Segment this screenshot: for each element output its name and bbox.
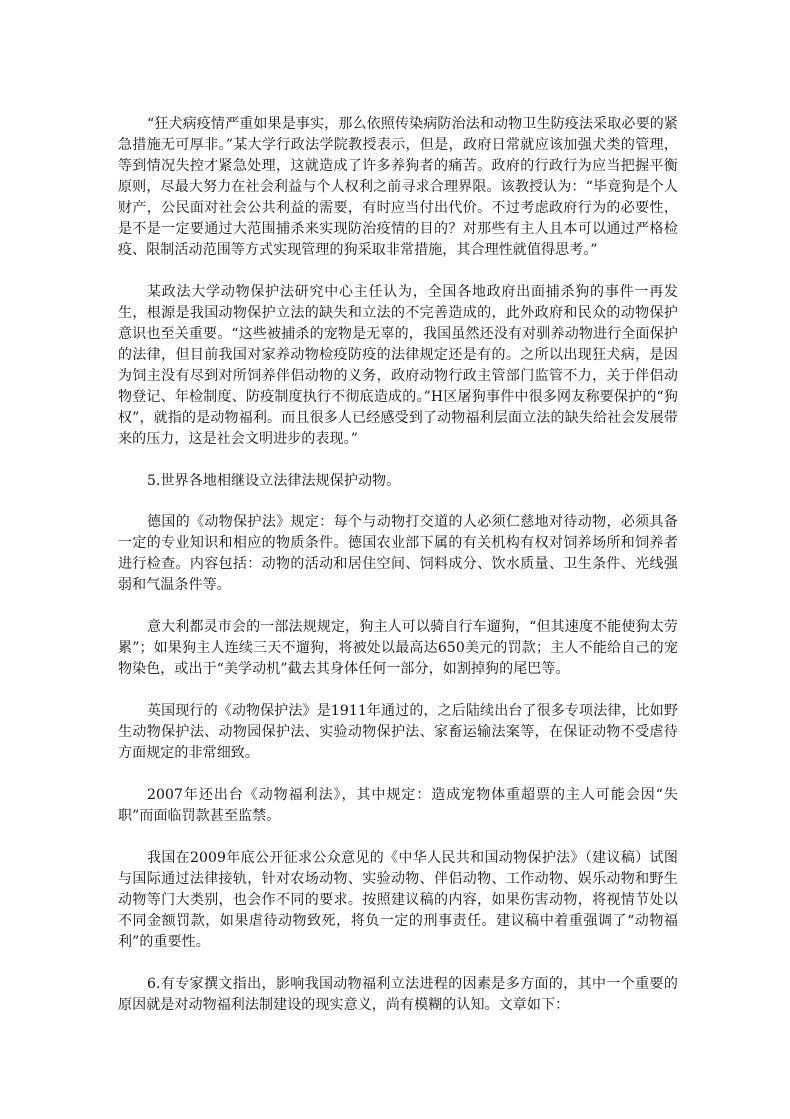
paragraph-italy-turin: 意大利都灵市会的一部法规规定，狗主人可以骑自行车遛狗，“但其速度不能使狗太劳累”；如果狗主人连续三天不遛狗，将被处以最高达650美元的罚款；主人不能给自己的宠物染色，或出于“美学动机”截去其身体任何一部分，如割掉狗的尾巴等。: [118, 619, 678, 677]
paragraph-2007-welfare-act: 2007年还出台《动物福利法》，其中规定：造成宠物体重超票的主人可能会因“失职”而面临罚款甚至监禁。: [118, 787, 678, 824]
paragraph-china-2009-draft: 我国在2009年底公开征求公众意见的《中华人民共和国动物保护法》（建议稿）试图与国际通过法律接轨，针对农场动物、实验动物、伴侣动物、工作动物、娱乐动物和野生动物等门大类别，也会作不同的要求。按照建议稿的内容，如果伤害动物，将视情节处以不同金额罚款，如果虐待动物致死，将负一定的刑事责任。建议稿中着重强调了“动物福利”的重要性。: [118, 850, 678, 950]
paragraph-point-6-expert: 6.有专家撰文指出，影响我国动物福利立法进程的因素是多方面的，其中一个重要的原因就是对动物福利法制建设的现实意义，尚有模糊的认知。文章如下：: [118, 976, 678, 1013]
paragraph-point-5-heading: 5.世界各地相继设立法律法规保护动物。: [147, 473, 401, 489]
paragraph-rabies-epidemic: “狂犬病疫情严重如果是事实，那么依照传染病防治法和动物卫生防疫法采取必要的紧急措施无可厚非。”某大学行政法学院教授表示，但是，政府日常就应该加强犬类的管理，等到情况失控才紧急处理，这就造成了许多养狗者的痛苦。政府的行政行为应当把握平衡原则，尽最大努力在社会利益与个人权利之前寻求合理界限。该教授认为：“毕竟狗是个人财产，公民面对社会公共利益的需要，有时应当付出代价。不过考虑政府行为的必要性，是不是一定要通过大范围捕杀来实现防治疫情的目的？对那些有主人且本可以通过严格检疫、限制活动范围等方式实现管理的狗采取非常措施，其合理性就值得思考。”: [118, 116, 678, 258]
paragraph-germany-law: 德国的《动物保护法》规定：每个与动物打交道的人必须仁慈地对待动物，必须具备一定的专业知识和相应的物质条件。德国农业部下属的有关机构有权对饲养场所和饲养者进行检查。内容包括：动物的活动和居住空间、饲料成分、饮水质量、卫生条件、光线强弱和气温条件等。: [118, 514, 678, 593]
document-page: [118, 114, 678, 1037]
paragraph-animal-protection-center: 某政法大学动物保护法研究中心主任认为，全国各地政府出面捕杀狗的事件一再发生，根源是我国动物保护立法的缺失和立法的不完善造成的，此外政府和民众的动物保护意识也至关重要。“这些被捕杀的宠物是无辜的，我国虽然还没有对驯养动物进行全面保护的法律，但目前我国对家养动物检疫防疫的法律规定还是有的。之所以出现狂犬病，是因为饲主没有尽到对所饲养伴侣动物的义务，政府动物行政主管部门监管不力，关于伴侣动物登记、年检制度、防疫制度执行不彻底造成的。”H区屠狗事件中很多网友称要保护的“狗权”，就指的是动物福利。而且很多人已经感受到了动物福利层面立法的缺失给社会发展带来的压力，这是社会文明进步的表现。”: [118, 284, 678, 447]
paragraph-uk-law: 英国现行的《动物保护法》是1911年通过的，之后陆续出台了很多专项法律，比如野生动物保护法、动物园保护法、实验动物保护法、家畜运输法案等，在保证动物不受虐待方面规定的非常细致。: [118, 703, 678, 761]
